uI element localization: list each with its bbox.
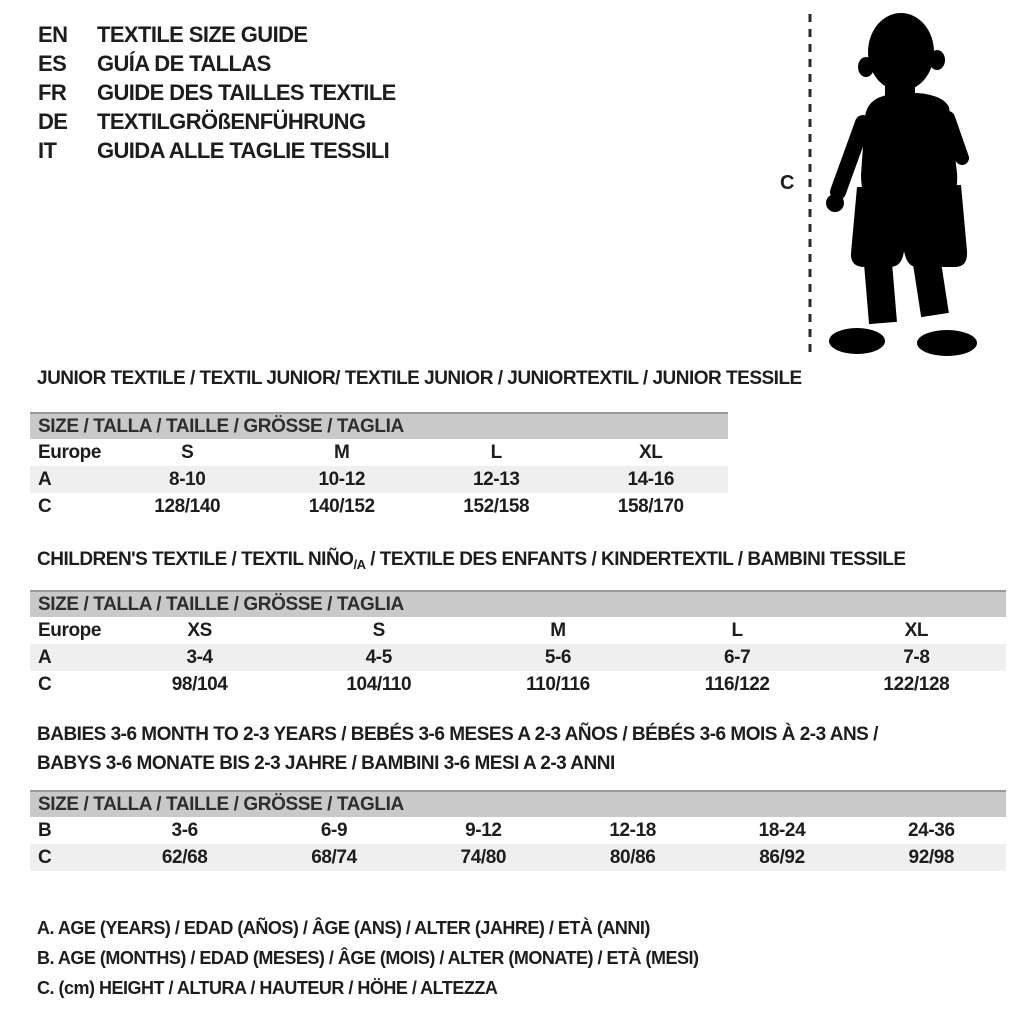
row-label: Europe xyxy=(38,441,102,463)
table-cell: 12-13 xyxy=(419,466,574,493)
language-row-de xyxy=(38,107,396,136)
legend xyxy=(37,913,698,1003)
table-row xyxy=(30,439,728,466)
language-row-fr xyxy=(38,78,396,107)
table-cell: 86/92 xyxy=(707,844,856,871)
table-cell: 92/98 xyxy=(857,844,1006,871)
junior-size-table xyxy=(30,412,728,520)
table-cell: 6-7 xyxy=(648,644,827,671)
table-row xyxy=(30,844,1006,871)
language-row-it xyxy=(38,136,396,165)
table-header-bar xyxy=(30,413,728,439)
table-cell: XL xyxy=(639,441,663,463)
table-cell: M xyxy=(550,619,566,641)
table-cell: 5-6 xyxy=(468,644,647,671)
row-label: A xyxy=(30,644,110,671)
language-title-list xyxy=(38,20,396,165)
language-title: GUIDE DES TAILLES TEXTILE xyxy=(97,79,396,105)
table-cell: 74/80 xyxy=(409,844,558,871)
table-cell: 6-9 xyxy=(320,819,348,841)
language-row-es xyxy=(38,49,396,78)
row-label: C xyxy=(30,844,110,871)
table-cell: 62/68 xyxy=(110,844,259,871)
height-marker-label: C xyxy=(780,172,795,194)
row-label: B xyxy=(38,819,52,841)
table-cell: 152/158 xyxy=(463,495,530,517)
table-cell: 110/116 xyxy=(526,673,590,695)
table-cell: 3-6 xyxy=(171,819,198,841)
row-label: Europe xyxy=(38,619,102,641)
table-row xyxy=(30,617,1006,644)
table-cell: 68/74 xyxy=(259,844,408,871)
table-cell: S xyxy=(372,619,385,641)
legend-line-a: A. AGE (YEARS) / EDAD (AÑOS) / ÂGE (ANS) / ALTER (JAHRE) / ETÀ (ANNI) xyxy=(37,918,650,938)
table-cell: 104/110 xyxy=(346,673,412,695)
table-row xyxy=(30,644,1006,671)
table-cell: XL xyxy=(904,619,929,641)
children-size-table xyxy=(30,590,1006,698)
table-row xyxy=(30,671,1006,698)
table-cell: L xyxy=(731,619,743,641)
language-title: TEXTILGRÖßENFÜHRUNG xyxy=(97,108,366,134)
table-cell: 128/140 xyxy=(154,495,221,517)
table-cell: 10-12 xyxy=(265,466,420,493)
language-title: GUIDA ALLE TAGLIE TESSILI xyxy=(97,137,390,163)
table-header-label: SIZE / TALLA / TAILLE / GRÖSSE / TAGLIA xyxy=(30,413,728,439)
language-code: DE xyxy=(38,108,68,134)
children-title-text: / TEXTILE DES ENFANTS / KINDERTEXTIL / BAMBINI TESSILE xyxy=(365,549,906,570)
children-title-subscript: /A xyxy=(353,557,366,572)
language-row-en xyxy=(38,20,396,49)
table-cell: 8-10 xyxy=(110,466,265,493)
table-cell: 80/86 xyxy=(558,844,707,871)
table-cell: 98/104 xyxy=(171,673,228,695)
table-cell: 122/128 xyxy=(883,673,950,695)
table-cell: 3-4 xyxy=(110,644,289,671)
toddler-silhouette-icon xyxy=(826,13,977,356)
row-label: C xyxy=(38,673,52,695)
table-cell: 18-24 xyxy=(758,819,806,841)
language-code: ES xyxy=(38,50,67,76)
table-cell: 14-16 xyxy=(574,466,729,493)
junior-section-title: JUNIOR TEXTILE / TEXTIL JUNIOR/ TEXTILE JUNIOR / JUNIORTEXTIL / JUNIOR TESSILE xyxy=(37,368,802,389)
table-cell: L xyxy=(490,441,502,463)
table-row xyxy=(30,817,1006,844)
table-cell: S xyxy=(181,441,194,463)
figure-graphic xyxy=(775,5,985,360)
language-code: EN xyxy=(38,21,68,47)
table-header-bar xyxy=(30,791,1006,817)
children-section-title xyxy=(37,549,906,572)
table-cell: 140/152 xyxy=(308,495,375,517)
language-title: TEXTILE SIZE GUIDE xyxy=(97,21,308,47)
table-cell: 9-12 xyxy=(465,819,502,841)
table-cell: 116/122 xyxy=(704,673,770,695)
row-label: A xyxy=(30,466,110,493)
table-header-label: SIZE / TALLA / TAILLE / GRÖSSE / TAGLIA xyxy=(30,591,1006,617)
children-title-text: CHILDREN'S TEXTILE / TEXTIL NIÑO xyxy=(37,549,354,570)
language-code: FR xyxy=(38,79,67,105)
babies-section-title-line1: BABIES 3-6 MONTH TO 2-3 YEARS / BEBÉS 3-6 MESES A 2-3 AÑOS / BÉBÉS 3-6 MOIS À 2-3 ANS / xyxy=(37,724,878,745)
language-code: IT xyxy=(38,137,57,163)
table-header-bar xyxy=(30,591,1006,617)
language-title: GUÍA DE TALLAS xyxy=(97,50,271,76)
table-cell: M xyxy=(334,441,350,463)
table-cell: 12-18 xyxy=(609,819,656,841)
table-cell: 158/170 xyxy=(617,495,684,517)
table-header-label: SIZE / TALLA / TAILLE / GRÖSSE / TAGLIA xyxy=(30,791,1006,817)
table-row xyxy=(30,493,728,520)
table-cell: 7-8 xyxy=(827,644,1006,671)
legend-line-c: C. (cm) HEIGHT / ALTURA / HAUTEUR / HÖHE / ALTEZZA xyxy=(37,978,498,998)
babies-section-title-line2: BABYS 3-6 MONATE BIS 2-3 JAHRE / BAMBINI 3-6 MESI A 2-3 ANNI xyxy=(37,753,615,774)
row-label: C xyxy=(38,495,52,517)
table-cell: 4-5 xyxy=(289,644,468,671)
table-row xyxy=(30,466,728,493)
table-cell: XS xyxy=(187,619,212,641)
babies-size-table xyxy=(30,790,1006,871)
table-cell: 24-36 xyxy=(908,819,955,841)
legend-line-b: B. AGE (MONTHS) / EDAD (MESES) / ÂGE (MOIS) / ALTER (MONATE) / ETÀ (MESI) xyxy=(37,948,699,968)
